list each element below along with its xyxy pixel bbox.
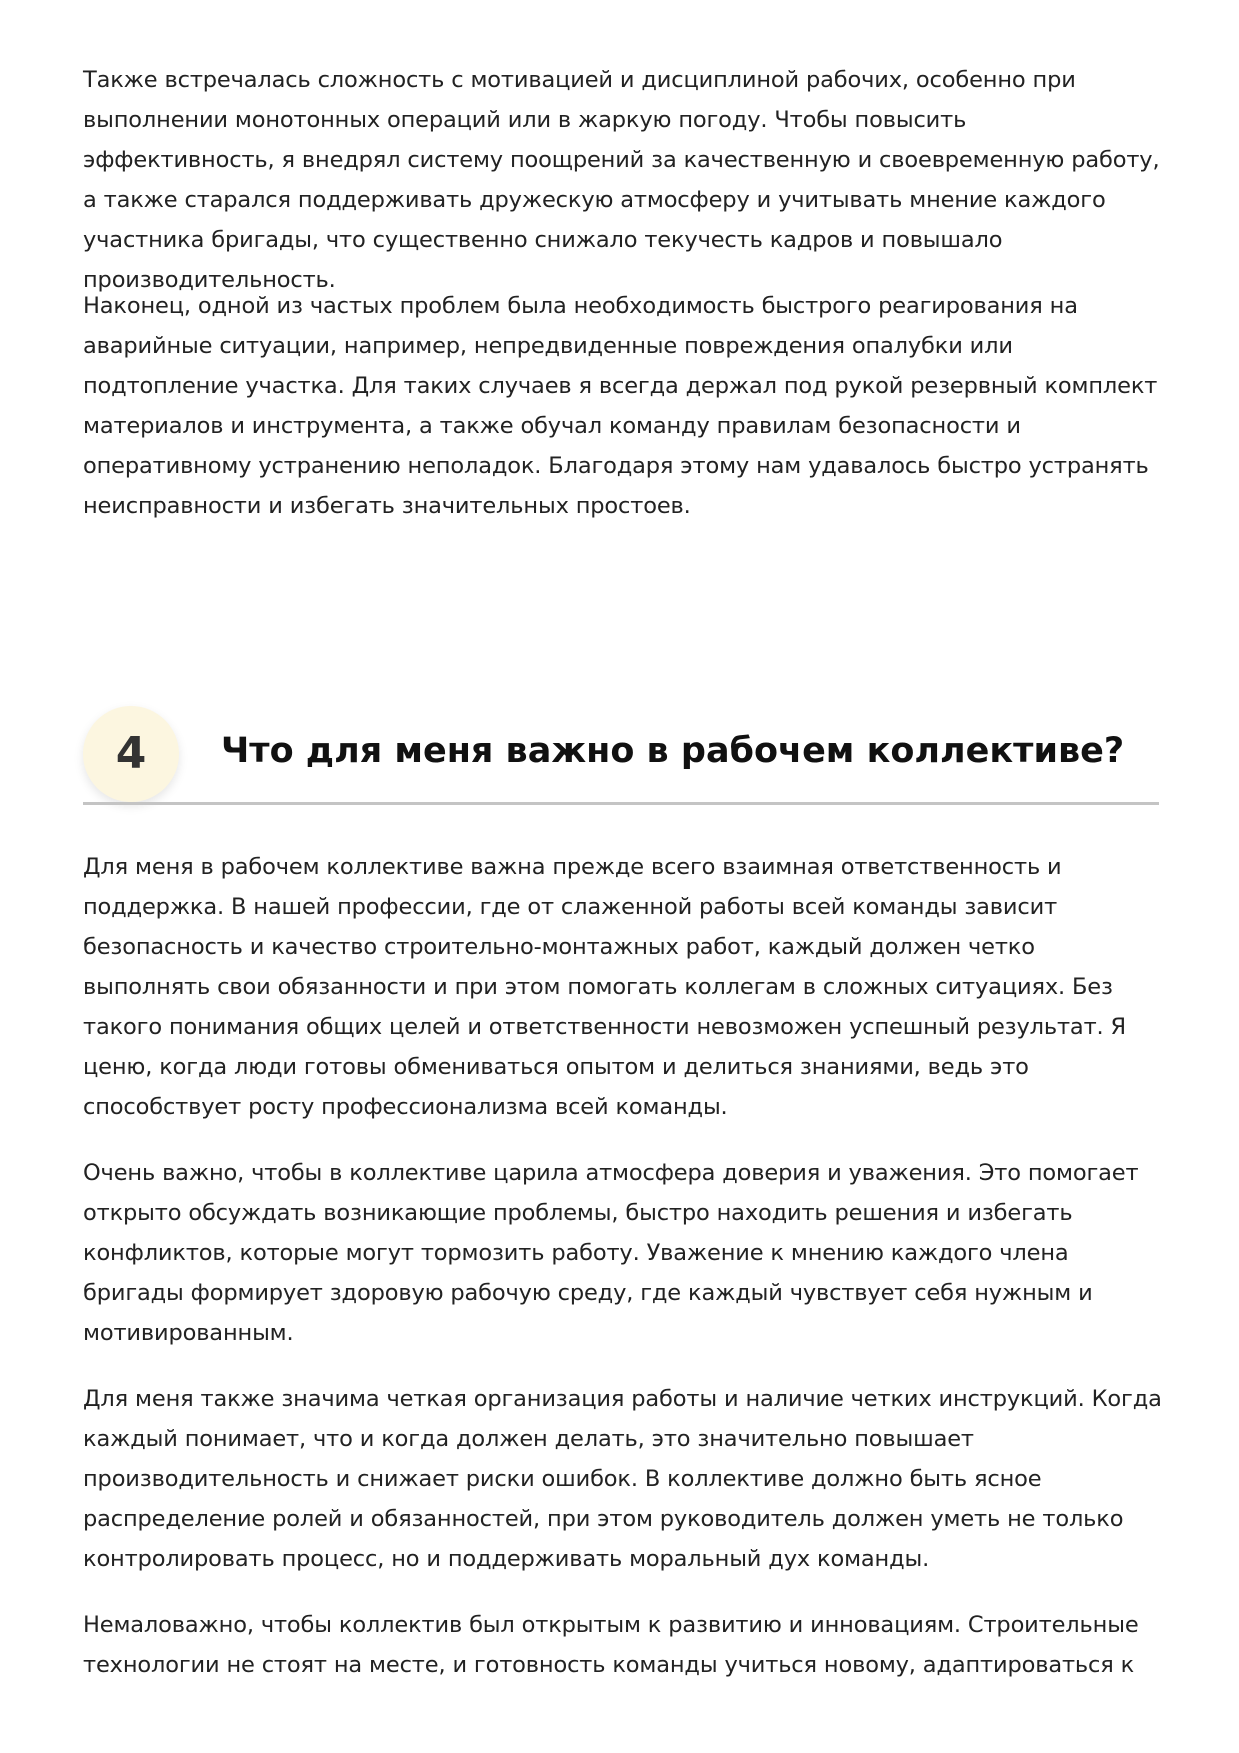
section-header xyxy=(83,700,1159,806)
section-title: Что для меня важно в рабочем коллективе? xyxy=(221,731,1125,771)
paragraph: Немаловажно, чтобы коллектив был открытым к развитию и инновациям. Строительные технологии не стоят на месте, и готовность команды учиться новому, адаптироваться к xyxy=(83,1612,1139,1678)
paragraph: Для меня в рабочем коллективе важна прежде всего взаимная ответственность и поддержка. В нашей профессии, где от слаженной работы всей команды зависит безопасность и качество строительно-монтажных работ, каждый должен четко выполнять свои обязанности и при этом помогать коллегам в сложных ситуациях. Без такого понимания общих целей и ответственности невозможен успешный результат. Я ценю, когда люди готовы обмениваться опытом и делиться знаниями, ведь это способствует росту профессионализма всей команды. xyxy=(83,854,1127,1120)
paragraph: Наконец, одной из частых проблем была необходимость быстрого реагирования на аварийные ситуации, например, непредвиденные повреждения опалубки или подтопление участка. Для таких случаев я всегда держал под рукой резервный комплект материалов и инструмента, а также обучал команду правилам безопасности и оперативному устранению неполадок. Благодаря этому нам удавалось быстро устранять неисправности и избегать значительных простоев. xyxy=(83,293,1158,519)
paragraph: Также встречалась сложность с мотивацией и дисциплиной рабочих, особенно при выполнении монотонных операций или в жаркую погоду. Чтобы повысить эффективность, я внедрял систему поощрений за качественную и своевременную работу, а также старался поддерживать дружескую атмосферу и учитывать мнение каждого участника бригады, что существенно снижало текучесть кадров и повышало производительность. xyxy=(83,67,1160,293)
section-divider xyxy=(83,802,1159,805)
paragraph: Очень важно, чтобы в коллективе царила атмосфера доверия и уважения. Это помогает открыто обсуждать возникающие проблемы, быстро находить решения и избегать конфликтов, которые могут тормозить работу. Уважение к мнению каждого члена бригады формирует здоровую рабочую среду, где каждый чувствует себя нужным и мотивированным. xyxy=(83,1160,1139,1346)
section-number-badge: 4 xyxy=(83,706,179,802)
paragraph: Для меня также значима четкая организация работы и наличие четких инструкций. Когда каждый понимает, что и когда должен делать, это значительно повышает производительность и снижает риски ошибок. В коллективе должно быть ясное распределение ролей и обязанностей, при этом руководитель должен уметь не только контролировать процесс, но и поддерживать моральный дух команды. xyxy=(83,1386,1162,1572)
